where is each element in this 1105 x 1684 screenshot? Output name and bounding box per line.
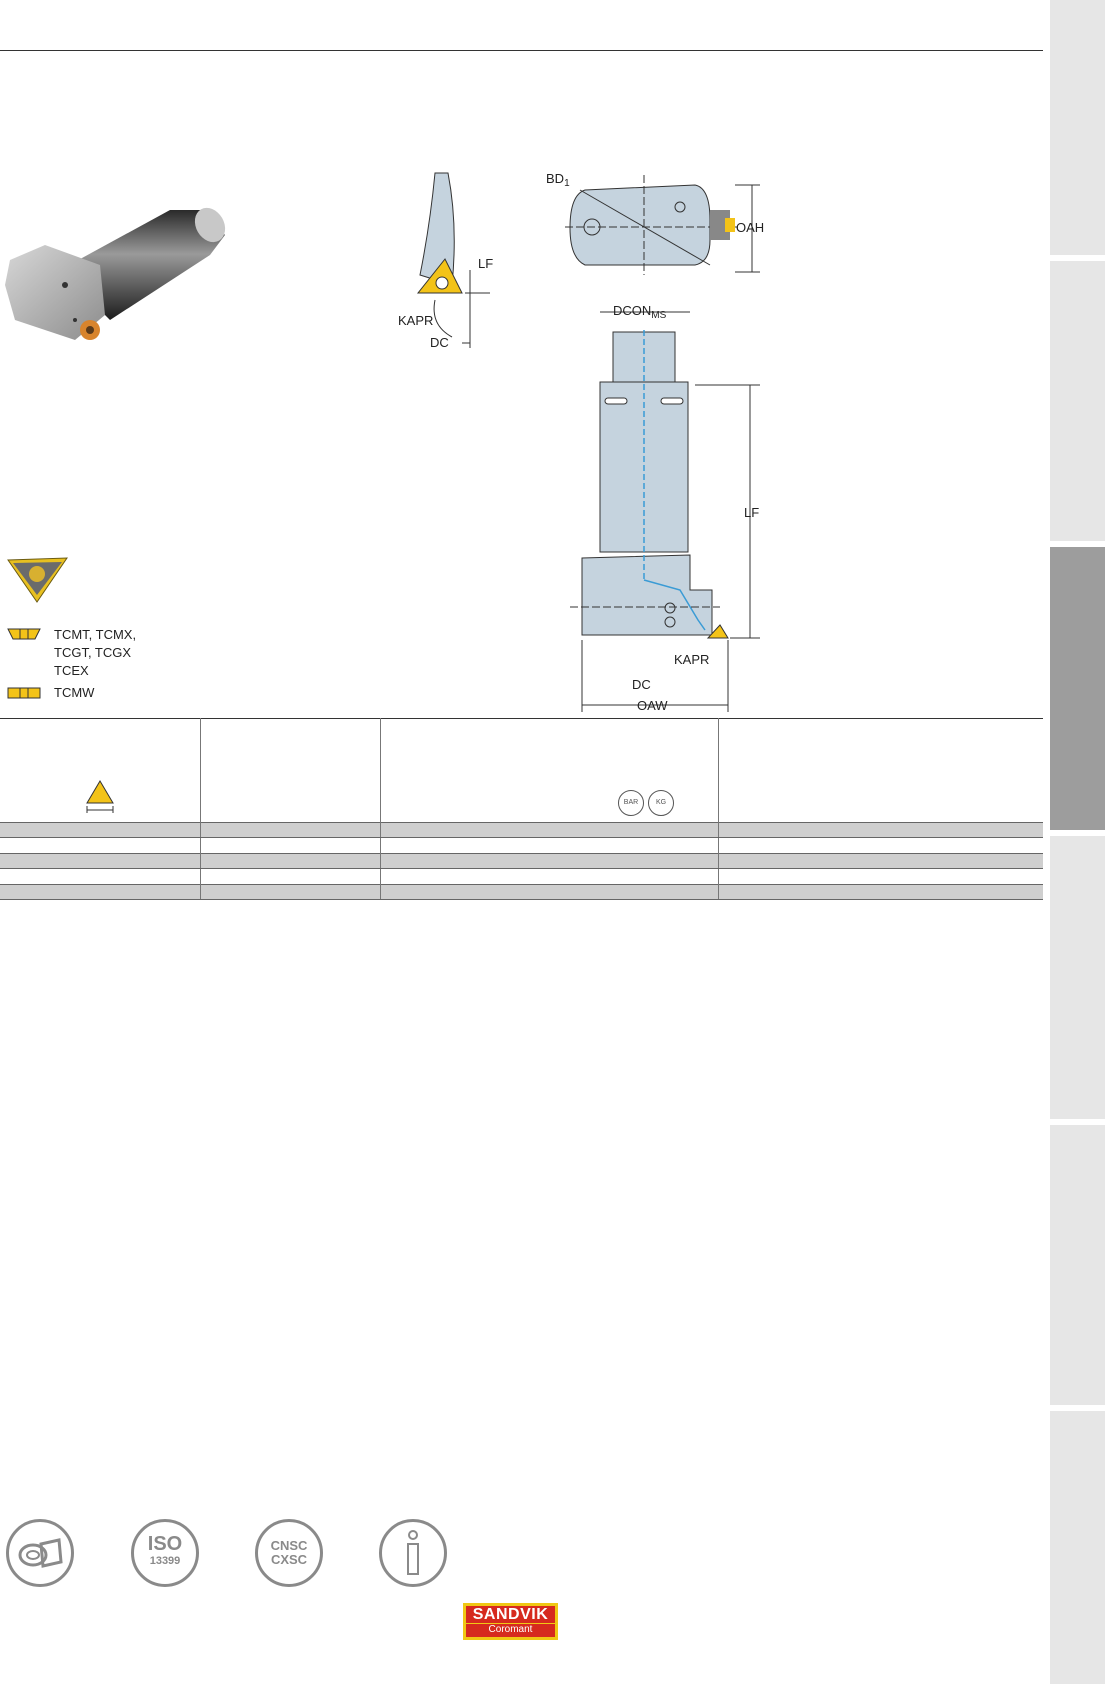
- iso-number: 13399: [149, 1555, 181, 1567]
- label-kapr-top: KAPR: [398, 313, 434, 328]
- bar-icon: BAR: [618, 790, 644, 816]
- insert-image: [5, 555, 70, 605]
- cnsc-label: CNSC: [270, 1538, 308, 1553]
- header-rule: [0, 50, 1043, 51]
- triangle-insert-icon: [85, 779, 115, 815]
- table-row: [0, 869, 1043, 885]
- insert-type-tcmw-icon: [7, 687, 41, 699]
- label-dc-main: DC: [632, 677, 651, 692]
- spec-table: [0, 718, 1043, 900]
- header-cell-4: [719, 719, 1044, 823]
- side-tab-6[interactable]: [1050, 1411, 1105, 1684]
- label-kapr-main: KAPR: [674, 652, 710, 667]
- header-cell-2: [201, 719, 381, 823]
- side-view-diagram: [570, 300, 770, 720]
- info-icon[interactable]: [379, 1519, 447, 1587]
- kg-icon: KG: [648, 790, 674, 816]
- label-dcon: $DCON_{MS}$: [613, 303, 667, 321]
- sandvik-coromant-logo: [463, 1603, 558, 1640]
- iso-13399-icon[interactable]: [131, 1519, 199, 1587]
- label-lf-main: LF: [744, 505, 760, 520]
- label-dc-top: DC: [430, 335, 449, 350]
- table-row: [0, 854, 1043, 869]
- tool-product-image: [0, 190, 240, 370]
- iso-label: ISO: [147, 1533, 183, 1555]
- side-tab-1[interactable]: [1050, 0, 1105, 255]
- table-row: [0, 838, 1043, 854]
- label-oaw: OAW: [637, 698, 668, 713]
- table-row: [0, 823, 1043, 838]
- label-lf-top: LF: [478, 256, 494, 271]
- logo-brand: SANDVIK: [472, 1606, 549, 1623]
- header-cell-insert: [0, 719, 201, 823]
- cxsc-label: CXSC: [270, 1552, 308, 1567]
- label-bd1: $BD_1$: [546, 171, 570, 189]
- table-header-row: [0, 719, 1043, 823]
- side-tab-2[interactable]: [1050, 261, 1105, 541]
- coromant-capto-icon[interactable]: [6, 1519, 74, 1587]
- side-tab-5[interactable]: [1050, 1125, 1105, 1405]
- insert-codes-1: TCMT, TCMX, TCGT, TCGX TCEX: [54, 627, 137, 678]
- side-tab-4[interactable]: [1050, 836, 1105, 1119]
- cnsc-cxsc-icon[interactable]: [255, 1519, 323, 1587]
- table-row: [0, 885, 1043, 900]
- label-oah: OAH: [736, 220, 765, 235]
- header-cell-3: [381, 719, 719, 823]
- insert-type-tcmt-icon: [7, 628, 41, 640]
- side-tab-3-active[interactable]: [1050, 547, 1105, 830]
- insert-codes-2: TCMW: [54, 685, 95, 700]
- logo-sub: Coromant: [466, 1623, 555, 1636]
